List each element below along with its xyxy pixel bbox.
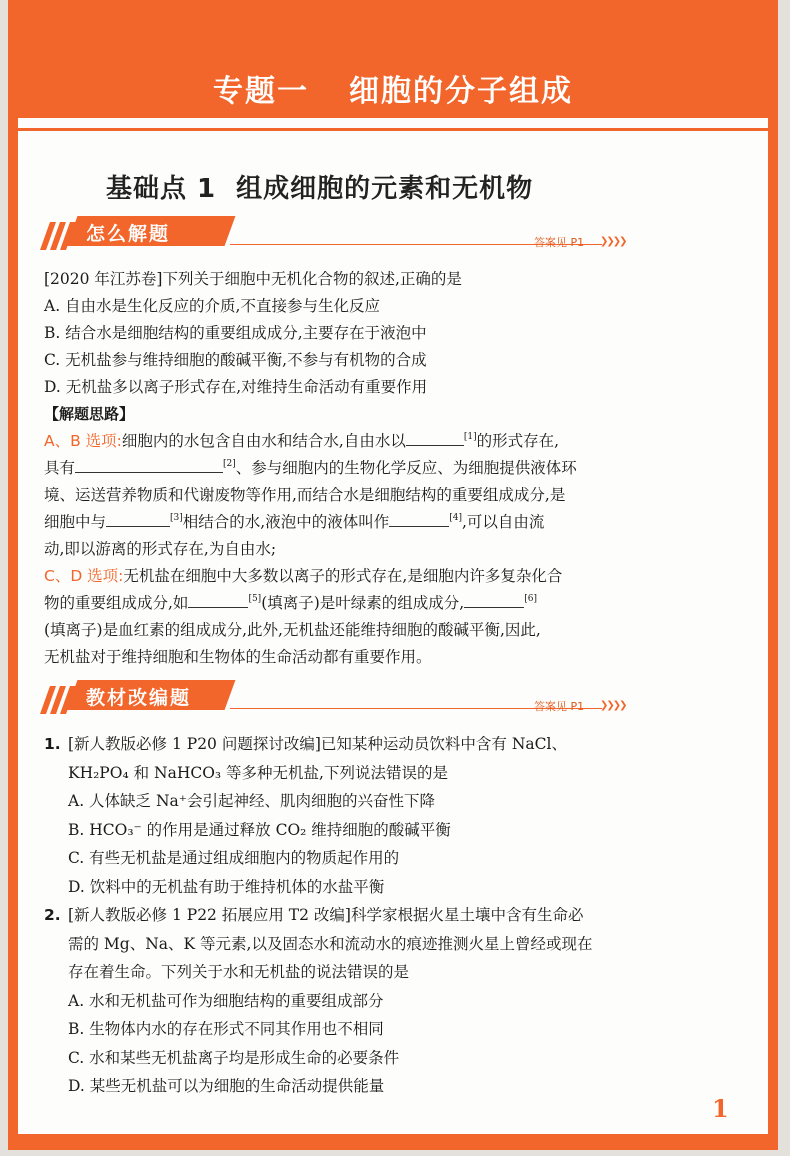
blank-mark: [1] (463, 432, 477, 442)
q2-line-2: 需的 Mg、Na、K 等元素,以及固态水和流动水的痕迹推测火星上曾经或现在 (68, 934, 593, 953)
text-span: [新人教版必修 1 P22 拓展应用 T2 改编]科学家根据火星土壤中含有生命必 (68, 906, 584, 924)
q2-option-d: D. 某些无机盐可以为细胞的生命活动提供能量 (68, 1077, 385, 1095)
q2-line-1 (44, 901, 752, 930)
q1-line-1 (44, 730, 752, 759)
q1-option-d: D. 饮料中的无机盐有助于维持机体的水盐平衡 (68, 877, 385, 896)
answer-blank[interactable] (389, 510, 449, 527)
cd-line-3: (填离子)是血红素的组成成分,此外,无机盐还能维持细胞的酸碱平衡,因此, (44, 621, 541, 639)
answer-blank[interactable] (406, 429, 464, 446)
q1-option-c: C. 有些无机盐是通过组成细胞内的物质起作用的 (68, 849, 400, 867)
cd-line-1 (44, 563, 752, 590)
q2-option-c: C. 水和某些无机盐离子均是形成生命的必要条件 (68, 1048, 400, 1067)
cd-line-4: 无机盐对于维持细胞和生物体的生命活动都有重要作用。 (44, 648, 432, 666)
cd-line-2 (44, 590, 752, 617)
text-span: 物的重要组成成分,如 (44, 594, 189, 612)
ab-line-1 (44, 428, 752, 455)
section2-content (44, 730, 752, 1101)
ab-line-2 (44, 455, 752, 482)
chevrons-icon: ❯❯❯❯ (600, 700, 626, 711)
option-c: C. 无机盐参与维持细胞的酸碱平衡,不参与有机物的合成 (44, 351, 427, 369)
header-rule (18, 128, 768, 131)
text-span: 、参与细胞内的生物化学反应、为细胞提供液体环 (235, 459, 577, 477)
blank-mark: [6] (524, 594, 537, 604)
q1-option-b: B. HCO₃⁻ 的作用是通过释放 CO₂ 维持细胞的酸碱平衡 (68, 820, 451, 839)
text-span: 相结合的水,液泡中的液体叫作 (182, 513, 390, 531)
text-span: 的形式存在, (476, 432, 560, 450)
topic-heading (106, 168, 533, 205)
chevrons-icon: ❯❯❯❯ (600, 236, 626, 247)
answer-blank[interactable] (464, 591, 524, 608)
blank-mark: [2] (223, 459, 236, 469)
answer-blank[interactable] (75, 456, 223, 473)
ab-line-4 (44, 509, 752, 536)
section-banner-textbook (40, 680, 640, 714)
ab-line-3: 境、运送营养物质和代谢废物等作用,而结合水是细胞结构的重要组成成分,是 (44, 486, 566, 504)
question-stem: [2020 年江苏卷]下列关于细胞中无机化合物的叙述,正确的是 (44, 270, 462, 288)
q2-option-a: A. 水和无机盐可作为细胞结构的重要组成部分 (68, 991, 384, 1010)
blank-mark: [4] (449, 513, 462, 523)
text-span: ,可以自由流 (461, 513, 545, 531)
section1-content (44, 266, 752, 671)
chapter-name: 细胞的分子组成 (349, 74, 573, 109)
topic-label: 基础点 1 (106, 174, 217, 204)
answer-reference: 答案见 P1 (534, 236, 585, 249)
chapter-number: 专题一 (213, 74, 309, 109)
text-span: 细胞中与 (44, 513, 107, 531)
section-title: 教材改编题 (86, 687, 192, 709)
answer-reference: 答案见 P1 (534, 700, 585, 713)
thinking-heading: 【解题思路】 (44, 405, 135, 423)
q1-option-a: A. 人体缺乏 Na⁺会引起神经、肌肉细胞的兴奋性下降 (68, 792, 435, 810)
blank-mark: [5] (248, 594, 262, 604)
text-span: [新人教版必修 1 P20 问题探讨改编]已知某种运动员饮料中含有 NaCl、 (68, 735, 567, 753)
text-span: 细胞内的水包含自由水和结合水,自由水以 (121, 432, 406, 450)
ab-line-5: 动,即以游离的形式存在,为自由水; (44, 540, 277, 558)
text-span: 无机盐在细胞中大多数以离子的形式存在,是细胞内许多复杂化合 (123, 567, 563, 585)
q1-line-2: KH₂PO₄ 和 NaHCO₃ 等多种无机盐,下列说法错误的是 (68, 763, 448, 782)
chapter-title (18, 66, 768, 110)
option-b: B. 结合水是细胞结构的重要组成成分,主要存在于液泡中 (44, 324, 427, 342)
topic-title: 组成细胞的元素和无机物 (236, 174, 534, 204)
answer-blank[interactable] (188, 591, 248, 608)
cd-label: C、D 选项: (44, 567, 124, 585)
question-number: 2. (44, 906, 61, 924)
text-span: 具有 (44, 459, 76, 477)
text-span: (填离子)是叶绿素的组成成分, (261, 594, 465, 612)
q2-line-3: 存在着生命。下列关于水和无机盐的说法错误的是 (68, 963, 410, 981)
page-number: 1 (712, 1094, 729, 1123)
option-d: D. 无机盐多以离子形式存在,对维持生命活动有重要作用 (44, 378, 428, 396)
blank-mark: [3] (170, 513, 183, 523)
q2-option-b: B. 生物体内水的存在形式不同其作用也不相同 (68, 1020, 384, 1038)
ab-label: A、B 选项: (44, 432, 122, 450)
book-page (8, 0, 778, 1150)
answer-blank[interactable] (106, 510, 170, 527)
section-banner-solve (40, 216, 640, 250)
question-number: 1. (44, 735, 61, 753)
section-title: 怎么解题 (86, 223, 171, 245)
option-a: A. 自由水是生化反应的介质,不直接参与生化反应 (44, 297, 380, 315)
